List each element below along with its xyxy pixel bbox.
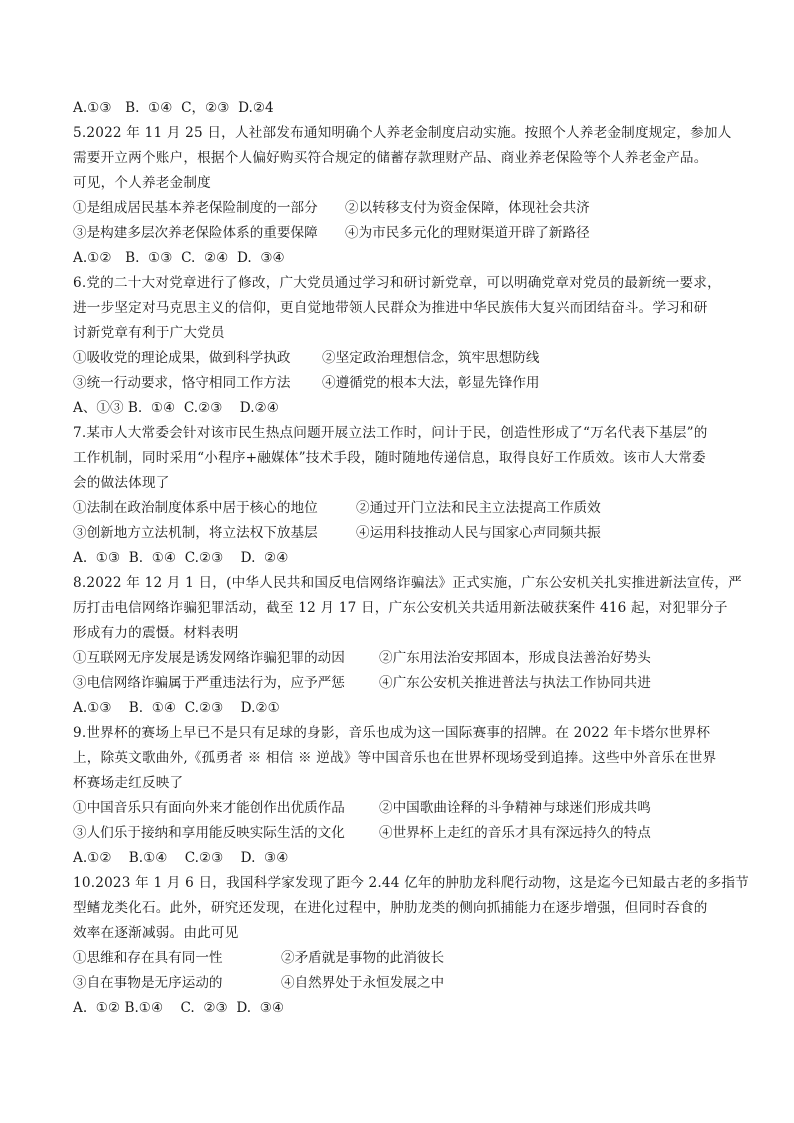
question-9-stem-line-2: 上，除英文歌曲外,《孤勇者 ※ 相信 ※ 逆战》等中国音乐也在世界杯现场受到追捧。这些中外音乐在世界 (73, 750, 717, 766)
question-8-stem-line-1: 8.2022 年 12 月 1 日，(中华人民共和国反电信网络诈骗法》正式实施，广东公安机关扎实推进新法宣传，严 (73, 575, 742, 591)
question-7 (73, 421, 723, 571)
question-5-stem-line-1: 5.2022 年 11 月 25 日，人社部发布通知明确个人养老金制度启动实施。按照个人养老金制度规定，参加人 (73, 125, 732, 141)
question-7-stem-line-3: 会的做法体现了 (73, 475, 170, 491)
question-6-option-1: ①吸收党的理论成果，做到科学执政 (73, 350, 291, 366)
question-8-stem-line-2: 厉打击电信网络诈骗犯罪活动，截至 12 月 17 日，广东公安机关共适用新法破获案件 416 起，对犯罪分子 (73, 600, 728, 616)
question-8-stem-line-3: 形成有力的震慑。材料表明 (73, 625, 239, 641)
question-8-options-row-1 (73, 646, 723, 671)
question-10-stem-line-3: 效率在逐渐减弱。由此可见 (73, 925, 239, 941)
question-8-answers: A.①③ B. ①④ C.②③ D.②① (73, 700, 280, 716)
question-7-option-3: ③创新地方立法机制，将立法权下放基层 (73, 525, 318, 541)
question-9-option-3: ③人们乐于接纳和享用能反映实际生活的文化 (73, 825, 345, 841)
question-9-option-2: ②中国歌曲诠释的斗争精神与球迷们形成共鸣 (379, 800, 651, 816)
question-8-option-3: ③电信网络诈骗属于严重违法行为，应予严惩 (73, 675, 345, 691)
question-10-option-3: ③自在事物是无序运动的 (73, 975, 223, 991)
question-9-stem-line-1: 9.世界杯的赛场上早已不是只有足球的身影，音乐也成为这一国际赛事的招牌。在 2022 年卡塔尔世界杯 (73, 725, 711, 741)
question-7-answers: A. ①③ B. ①④ C.②③ D. ②④ (73, 550, 289, 566)
question-5-option-2: ②以转移支付为资金保障，体现社会共济 (345, 200, 590, 216)
question-7-options-row-2 (73, 521, 723, 546)
question-6-options-row-2 (73, 371, 723, 396)
question-7-stem-line-2: 工作机制，同时采用“小程序+融媒体”技术手段，随时随地传递信息，取得良好工作质效。该市人大常委 (73, 450, 706, 466)
question-10-answers: A. ①② B.①④ C. ②③ D. ③④ (73, 1000, 285, 1016)
question-9-stem-line-3: 杯赛场走红反映了 (73, 775, 184, 791)
question-9-answers: A.①② B.①④ C.②③ D. ③④ (73, 850, 289, 866)
question-6-option-4: ④遵循党的根本大法，彰显先锋作用 (322, 375, 540, 391)
question-6-answers: A、①③ B. ①④ C.②③ D.②④ (73, 400, 279, 416)
question-7-stem-line-1: 7.某市人大常委会针对该市民生热点问题开展立法工作时，问计于民，创造性形成了“万名代表下基层”的 (73, 425, 708, 441)
question-8 (73, 571, 742, 721)
question-6-option-2: ②坚定政治理想信念，筑牢思想防线 (322, 350, 540, 366)
question-7-option-2: ②通过开门立法和民主立法提高工作质效 (356, 500, 601, 516)
question-6-options-row-1 (73, 346, 723, 371)
question-5-stem-line-3: 可见，个人养老金制度 (73, 175, 211, 191)
question-10-options-row-2 (73, 971, 723, 996)
previous-question-answers: A.①③ B. ①④ C，②③ D.②4 (73, 100, 274, 116)
question-7-option-1: ①法制在政治制度体系中居于核心的地位 (73, 500, 318, 516)
question-6 (73, 271, 723, 421)
question-8-options-row-2 (73, 671, 723, 696)
question-6-stem-line-3: 讨新党章有利于广大党员 (73, 325, 225, 341)
question-10-option-1: ①思维和存在具有同一性 (73, 950, 223, 966)
question-5-option-1: ①是组成居民基本养老保险制度的一部分 (73, 200, 318, 216)
question-8-option-1: ①互联网无序发展是诱发网络诈骗犯罪的动因 (73, 650, 345, 666)
question-10-option-4: ④自然界处于永恒发展之中 (281, 975, 445, 991)
question-10-stem-line-2: 型鳍龙类化石。此外，研究还发现，在进化过程中，肿肋龙类的侧向抓捕能力在逐步增强，但同时吞食的 (73, 900, 708, 916)
question-5-answers: A.①② B. ①③ C. ②④ D. ③④ (73, 250, 285, 266)
question-7-options-row-1 (73, 496, 723, 521)
question-9-option-4: ④世界杯上走红的音乐才具有深远持久的特点 (379, 825, 651, 841)
question-10-stem-line-1: 10.2023 年 1 月 6 日，我国科学家发现了距今 2.44 亿年的肿肋龙科爬行动物，这是迄今已知最古老的多指节 (73, 875, 749, 891)
question-7-option-4: ④运用科技推动人民与国家心声同频共振 (356, 525, 601, 541)
exam-page (73, 96, 749, 1021)
question-10 (73, 871, 749, 1021)
question-6-stem-line-1: 6.党的二十大对党章进行了修改，广大党员通过学习和研讨新党章，可以明确党章对党员的最新统一要求， (73, 275, 721, 291)
question-5-stem-line-2: 需要开立两个账户，根据个人偏好购买符合规定的储蓄存款理财产品、商业养老保险等个人养老金产品。 (73, 150, 708, 166)
question-10-options-row-1 (73, 946, 723, 971)
question-6-option-3: ③统一行动要求，恪守相同工作方法 (73, 375, 291, 391)
question-9-options-row-2 (73, 821, 723, 846)
question-8-option-2: ②广东用法治安邦固本，形成良法善治好势头 (379, 650, 651, 666)
question-9 (73, 721, 723, 871)
question-5 (73, 121, 732, 271)
question-9-option-1: ①中国音乐只有面向外来才能创作出优质作品 (73, 800, 345, 816)
question-8-option-4: ④广东公安机关推进普法与执法工作协同共进 (379, 675, 651, 691)
question-6-stem-line-2: 进一步坚定对马克思主义的信仰，更自觉地带领人民群众为推进中华民族伟大复兴而团结奋斗。学习和研 (73, 300, 708, 316)
question-5-option-3: ③是构建多层次养老保险体系的重要保障 (73, 225, 318, 241)
question-5-options-row-1 (73, 196, 723, 221)
question-5-options-row-2 (73, 221, 723, 246)
question-5-option-4: ④为市民多元化的理财渠道开辟了新路径 (345, 225, 590, 241)
question-9-options-row-1 (73, 796, 723, 821)
question-10-option-2: ②矛盾就是事物的此消彼长 (281, 950, 445, 966)
